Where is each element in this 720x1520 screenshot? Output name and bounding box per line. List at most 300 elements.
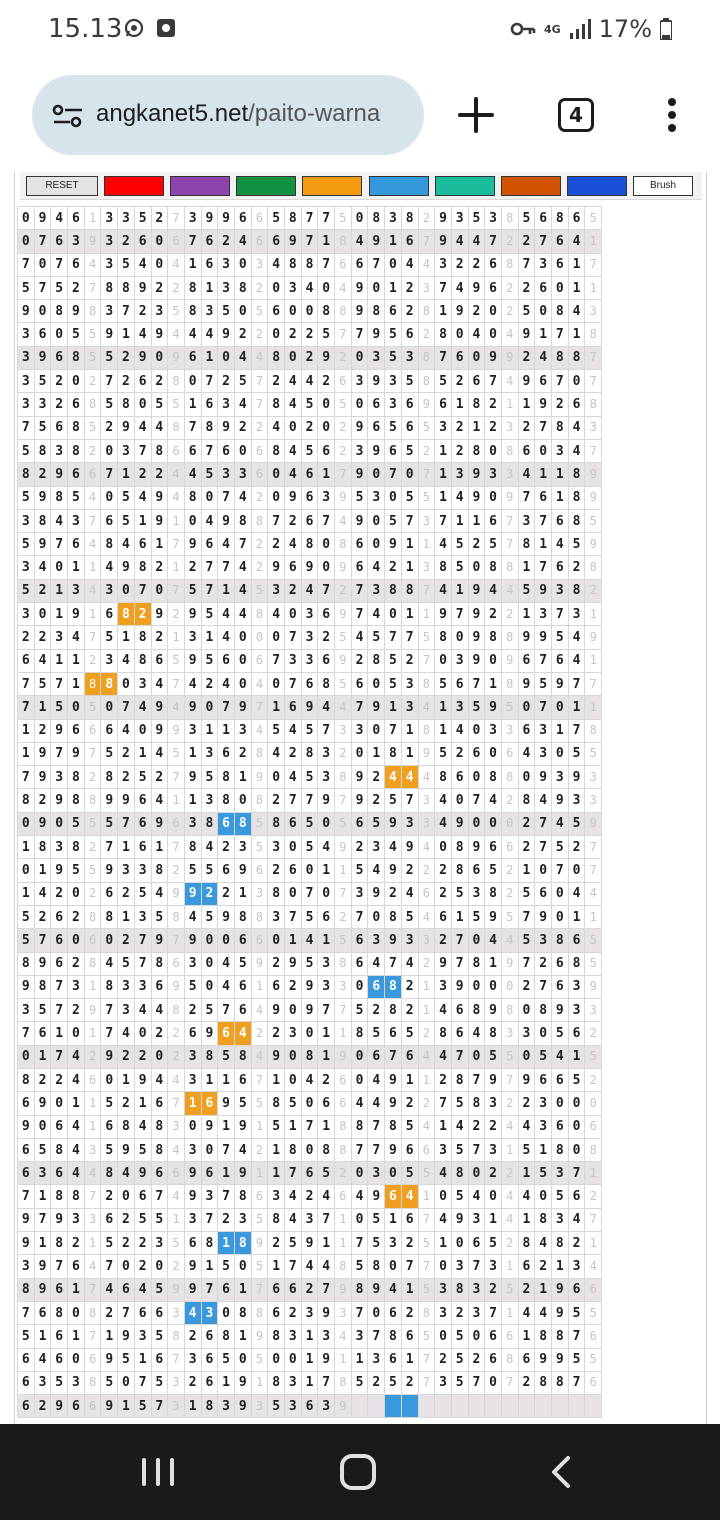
- digit-cell[interactable]: 6: [51, 1162, 68, 1185]
- digit-cell[interactable]: 6: [535, 207, 552, 230]
- digit-cell[interactable]: 6: [451, 672, 468, 695]
- digit-cell[interactable]: 0: [451, 1232, 468, 1255]
- digit-cell[interactable]: 6: [401, 1138, 418, 1161]
- separator-cell[interactable]: 2: [251, 533, 268, 556]
- digit-cell[interactable]: 3: [535, 719, 552, 742]
- separator-cell[interactable]: 2: [168, 1022, 185, 1045]
- digit-cell[interactable]: 3: [18, 393, 35, 416]
- digit-cell[interactable]: 6: [218, 742, 235, 765]
- separator-cell[interactable]: 4: [251, 1045, 268, 1068]
- digit-cell[interactable]: 3: [351, 719, 368, 742]
- digit-cell[interactable]: 0: [535, 300, 552, 323]
- digit-cell[interactable]: 6: [201, 1371, 218, 1394]
- digit-cell[interactable]: 5: [351, 1371, 368, 1394]
- separator-cell[interactable]: 9: [335, 1395, 352, 1418]
- separator-cell[interactable]: 9: [251, 1232, 268, 1255]
- digit-cell[interactable]: 0: [351, 1208, 368, 1231]
- digit-cell[interactable]: 2: [134, 603, 151, 626]
- digit-cell[interactable]: 7: [385, 626, 402, 649]
- digit-cell[interactable]: 9: [151, 929, 168, 952]
- digit-cell[interactable]: 5: [351, 1255, 368, 1278]
- digit-cell[interactable]: 9: [101, 859, 118, 882]
- separator-cell[interactable]: 3: [501, 1022, 518, 1045]
- digit-cell[interactable]: 1: [435, 486, 452, 509]
- digit-cell[interactable]: 8: [468, 952, 485, 975]
- digit-cell[interactable]: 0: [118, 672, 135, 695]
- digit-cell[interactable]: 1: [518, 393, 535, 416]
- separator-cell[interactable]: 8: [335, 230, 352, 253]
- digit-cell[interactable]: 2: [68, 276, 85, 299]
- separator-cell[interactable]: 2: [84, 836, 101, 859]
- separator-cell[interactable]: 8: [168, 416, 185, 439]
- digit-cell[interactable]: 1: [301, 1325, 318, 1348]
- tab-switcher-button[interactable]: 4: [558, 98, 594, 132]
- separator-cell[interactable]: [501, 1395, 518, 1418]
- digit-cell[interactable]: 6: [268, 230, 285, 253]
- separator-cell[interactable]: 9: [251, 766, 268, 789]
- digit-cell[interactable]: 8: [385, 905, 402, 928]
- digit-cell[interactable]: 0: [68, 370, 85, 393]
- separator-cell[interactable]: 5: [84, 323, 101, 346]
- digit-cell[interactable]: 5: [34, 1138, 51, 1161]
- digit-cell[interactable]: 2: [285, 509, 302, 532]
- digit-cell[interactable]: 7: [218, 486, 235, 509]
- digit-cell[interactable]: 1: [184, 1395, 201, 1418]
- digit-cell[interactable]: 0: [552, 1092, 569, 1115]
- digit-cell[interactable]: 6: [34, 1022, 51, 1045]
- digit-cell[interactable]: 3: [68, 230, 85, 253]
- digit-cell[interactable]: 0: [201, 696, 218, 719]
- digit-cell[interactable]: 6: [68, 1255, 85, 1278]
- separator-cell[interactable]: 6: [168, 1162, 185, 1185]
- digit-cell[interactable]: 7: [184, 416, 201, 439]
- digit-cell[interactable]: 9: [285, 230, 302, 253]
- digit-cell[interactable]: 6: [201, 253, 218, 276]
- digit-cell[interactable]: 7: [285, 672, 302, 695]
- digit-cell[interactable]: 1: [485, 672, 502, 695]
- digit-cell[interactable]: 2: [101, 1185, 118, 1208]
- digit-cell[interactable]: 4: [268, 742, 285, 765]
- separator-cell[interactable]: 5: [251, 579, 268, 602]
- separator-cell[interactable]: 7: [168, 579, 185, 602]
- separator-cell[interactable]: 8: [168, 999, 185, 1022]
- separator-cell[interactable]: 9: [585, 463, 602, 486]
- separator-cell[interactable]: 5: [335, 626, 352, 649]
- digit-cell[interactable]: 1: [184, 789, 201, 812]
- separator-cell[interactable]: 5: [585, 1301, 602, 1324]
- digit-cell[interactable]: 6: [535, 276, 552, 299]
- digit-cell[interactable]: 5: [385, 509, 402, 532]
- digit-cell[interactable]: 3: [318, 952, 335, 975]
- digit-cell[interactable]: 7: [134, 929, 151, 952]
- digit-cell[interactable]: 5: [34, 416, 51, 439]
- digit-cell[interactable]: 2: [268, 1022, 285, 1045]
- digit-cell[interactable]: 6: [184, 1232, 201, 1255]
- digit-cell[interactable]: 0: [234, 649, 251, 672]
- digit-cell[interactable]: 7: [218, 1138, 235, 1161]
- digit-cell[interactable]: 6: [518, 719, 535, 742]
- digit-cell[interactable]: 1: [318, 929, 335, 952]
- digit-cell[interactable]: 7: [134, 439, 151, 462]
- digit-cell[interactable]: 7: [368, 1115, 385, 1138]
- digit-cell[interactable]: 2: [368, 999, 385, 1022]
- digit-cell[interactable]: 4: [518, 1301, 535, 1324]
- digit-cell[interactable]: 4: [318, 1185, 335, 1208]
- separator-cell[interactable]: 5: [418, 1232, 435, 1255]
- digit-cell[interactable]: 2: [268, 952, 285, 975]
- digit-cell[interactable]: 9: [151, 696, 168, 719]
- separator-cell[interactable]: 6: [251, 230, 268, 253]
- digit-cell[interactable]: 6: [101, 1208, 118, 1231]
- digit-cell[interactable]: 9: [351, 416, 368, 439]
- digit-cell[interactable]: 6: [385, 1185, 402, 1208]
- digit-cell[interactable]: 9: [285, 952, 302, 975]
- digit-cell[interactable]: 4: [368, 1092, 385, 1115]
- separator-cell[interactable]: 3: [168, 1371, 185, 1394]
- digit-cell[interactable]: 1: [234, 1325, 251, 1348]
- digit-cell[interactable]: 2: [568, 1232, 585, 1255]
- digit-cell[interactable]: 0: [552, 276, 569, 299]
- digit-cell[interactable]: 5: [101, 1371, 118, 1394]
- digit-cell[interactable]: 6: [134, 533, 151, 556]
- digit-cell[interactable]: 0: [435, 1185, 452, 1208]
- digit-cell[interactable]: 9: [468, 463, 485, 486]
- digit-cell[interactable]: 0: [568, 370, 585, 393]
- digit-cell[interactable]: 5: [368, 812, 385, 835]
- digit-cell[interactable]: 3: [101, 253, 118, 276]
- separator-cell[interactable]: 2: [251, 1022, 268, 1045]
- digit-cell[interactable]: 6: [451, 766, 468, 789]
- separator-cell[interactable]: 6: [585, 1278, 602, 1301]
- separator-cell[interactable]: 1: [418, 1068, 435, 1091]
- digit-cell[interactable]: 4: [368, 1068, 385, 1091]
- separator-cell[interactable]: 7: [251, 1068, 268, 1091]
- digit-cell[interactable]: 7: [351, 579, 368, 602]
- digit-cell[interactable]: 4: [34, 882, 51, 905]
- digit-cell[interactable]: 9: [101, 1395, 118, 1418]
- digit-cell[interactable]: 6: [201, 1162, 218, 1185]
- digit-cell[interactable]: 8: [435, 556, 452, 579]
- digit-cell[interactable]: 0: [68, 929, 85, 952]
- digit-cell[interactable]: 5: [34, 999, 51, 1022]
- digit-cell[interactable]: 4: [34, 649, 51, 672]
- digit-cell[interactable]: 6: [218, 859, 235, 882]
- digit-cell[interactable]: 2: [285, 742, 302, 765]
- digit-cell[interactable]: 4: [201, 836, 218, 859]
- digit-cell[interactable]: 0: [368, 719, 385, 742]
- digit-cell[interactable]: 9: [518, 1068, 535, 1091]
- digit-cell[interactable]: 6: [535, 1068, 552, 1091]
- separator-cell[interactable]: 4: [168, 463, 185, 486]
- digit-cell[interactable]: 4: [101, 1278, 118, 1301]
- digit-cell[interactable]: 3: [285, 1022, 302, 1045]
- digit-cell[interactable]: 2: [518, 416, 535, 439]
- digit-cell[interactable]: 2: [151, 370, 168, 393]
- separator-cell[interactable]: 6: [418, 1138, 435, 1161]
- digit-cell[interactable]: 8: [368, 1255, 385, 1278]
- digit-cell[interactable]: 8: [118, 393, 135, 416]
- digit-cell[interactable]: 6: [485, 276, 502, 299]
- digit-cell[interactable]: 4: [285, 719, 302, 742]
- separator-cell[interactable]: 4: [585, 1255, 602, 1278]
- digit-cell[interactable]: 8: [18, 463, 35, 486]
- digit-cell[interactable]: 1: [18, 882, 35, 905]
- digit-cell[interactable]: 2: [118, 882, 135, 905]
- digit-cell[interactable]: 2: [101, 1301, 118, 1324]
- digit-cell[interactable]: [518, 1395, 535, 1418]
- color-swatch-red[interactable]: [104, 176, 164, 196]
- digit-cell[interactable]: 1: [118, 626, 135, 649]
- digit-cell[interactable]: 9: [184, 696, 201, 719]
- digit-cell[interactable]: 7: [234, 533, 251, 556]
- digit-cell[interactable]: 4: [435, 999, 452, 1022]
- digit-cell[interactable]: 3: [535, 1092, 552, 1115]
- digit-cell[interactable]: 0: [518, 999, 535, 1022]
- separator-cell[interactable]: 8: [501, 1348, 518, 1371]
- separator-cell[interactable]: 5: [501, 696, 518, 719]
- digit-cell[interactable]: 8: [234, 276, 251, 299]
- separator-cell[interactable]: 1: [418, 1185, 435, 1208]
- separator-cell[interactable]: 4: [84, 579, 101, 602]
- digit-cell[interactable]: 9: [368, 1278, 385, 1301]
- digit-cell[interactable]: 5: [134, 1208, 151, 1231]
- digit-cell[interactable]: [485, 1395, 502, 1418]
- separator-cell[interactable]: 8: [335, 1371, 352, 1394]
- digit-cell[interactable]: 1: [218, 1068, 235, 1091]
- separator-cell[interactable]: 6: [251, 439, 268, 462]
- digit-cell[interactable]: [401, 1395, 418, 1418]
- digit-cell[interactable]: 9: [485, 905, 502, 928]
- digit-cell[interactable]: 0: [268, 1348, 285, 1371]
- digit-cell[interactable]: 1: [51, 1022, 68, 1045]
- separator-cell[interactable]: 1: [585, 1162, 602, 1185]
- digit-cell[interactable]: 8: [568, 952, 585, 975]
- digit-cell[interactable]: 2: [451, 1301, 468, 1324]
- digit-cell[interactable]: 2: [468, 1348, 485, 1371]
- digit-cell[interactable]: 7: [118, 812, 135, 835]
- separator-cell[interactable]: 6: [84, 1348, 101, 1371]
- digit-cell[interactable]: 7: [201, 439, 218, 462]
- digit-cell[interactable]: 5: [318, 323, 335, 346]
- digit-cell[interactable]: 6: [552, 1068, 569, 1091]
- digit-cell[interactable]: 9: [151, 486, 168, 509]
- digit-cell[interactable]: 6: [134, 812, 151, 835]
- digit-cell[interactable]: 1: [218, 1232, 235, 1255]
- separator-cell[interactable]: 7: [585, 253, 602, 276]
- separator-cell[interactable]: 2: [585, 1022, 602, 1045]
- digit-cell[interactable]: 8: [268, 1092, 285, 1115]
- separator-cell[interactable]: 8: [585, 1138, 602, 1161]
- digit-cell[interactable]: 3: [385, 370, 402, 393]
- digit-cell[interactable]: 5: [184, 859, 201, 882]
- digit-cell[interactable]: 6: [268, 1278, 285, 1301]
- digit-cell[interactable]: 2: [118, 929, 135, 952]
- digit-cell[interactable]: 0: [385, 603, 402, 626]
- digit-cell[interactable]: 7: [535, 696, 552, 719]
- digit-cell[interactable]: 6: [151, 975, 168, 998]
- digit-cell[interactable]: 8: [518, 533, 535, 556]
- digit-cell[interactable]: 1: [51, 603, 68, 626]
- digit-cell[interactable]: 2: [234, 742, 251, 765]
- separator-cell[interactable]: 6: [84, 929, 101, 952]
- digit-cell[interactable]: 4: [34, 1348, 51, 1371]
- digit-cell[interactable]: 0: [468, 766, 485, 789]
- digit-cell[interactable]: 7: [301, 882, 318, 905]
- digit-cell[interactable]: 6: [318, 603, 335, 626]
- digit-cell[interactable]: 2: [451, 370, 468, 393]
- separator-cell[interactable]: 8: [585, 323, 602, 346]
- digit-cell[interactable]: 1: [535, 323, 552, 346]
- digit-cell[interactable]: 4: [118, 1162, 135, 1185]
- digit-cell[interactable]: 5: [268, 719, 285, 742]
- separator-cell[interactable]: 3: [418, 556, 435, 579]
- separator-cell[interactable]: 7: [418, 1208, 435, 1231]
- digit-cell[interactable]: 2: [118, 346, 135, 369]
- digit-cell[interactable]: 3: [385, 207, 402, 230]
- digit-cell[interactable]: 6: [218, 439, 235, 462]
- separator-cell[interactable]: 3: [251, 882, 268, 905]
- digit-cell[interactable]: 9: [535, 579, 552, 602]
- digit-cell[interactable]: 2: [134, 1255, 151, 1278]
- digit-cell[interactable]: 8: [268, 882, 285, 905]
- digit-cell[interactable]: 9: [535, 1348, 552, 1371]
- digit-cell[interactable]: 0: [468, 975, 485, 998]
- digit-cell[interactable]: 6: [385, 439, 402, 462]
- digit-cell[interactable]: 6: [18, 1162, 35, 1185]
- digit-cell[interactable]: 3: [318, 486, 335, 509]
- digit-cell[interactable]: 4: [68, 1162, 85, 1185]
- digit-cell[interactable]: 8: [134, 649, 151, 672]
- digit-cell[interactable]: 9: [535, 766, 552, 789]
- digit-cell[interactable]: 0: [435, 836, 452, 859]
- digit-cell[interactable]: 0: [401, 463, 418, 486]
- digit-cell[interactable]: 6: [51, 346, 68, 369]
- digit-cell[interactable]: 5: [568, 742, 585, 765]
- digit-cell[interactable]: 7: [518, 486, 535, 509]
- digit-cell[interactable]: 1: [268, 1255, 285, 1278]
- digit-cell[interactable]: 0: [568, 859, 585, 882]
- digit-cell[interactable]: 3: [18, 999, 35, 1022]
- separator-cell[interactable]: 4: [335, 276, 352, 299]
- digit-cell[interactable]: 1: [285, 929, 302, 952]
- digit-cell[interactable]: 1: [485, 1208, 502, 1231]
- separator-cell[interactable]: 0: [501, 812, 518, 835]
- digit-cell[interactable]: 7: [318, 1371, 335, 1394]
- digit-cell[interactable]: 9: [118, 556, 135, 579]
- digit-cell[interactable]: 0: [234, 1348, 251, 1371]
- digit-cell[interactable]: 2: [451, 253, 468, 276]
- digit-cell[interactable]: 1: [151, 836, 168, 859]
- digit-cell[interactable]: 8: [118, 276, 135, 299]
- digit-cell[interactable]: 4: [368, 952, 385, 975]
- digit-cell[interactable]: 8: [468, 1092, 485, 1115]
- digit-cell[interactable]: 6: [68, 719, 85, 742]
- digit-cell[interactable]: 1: [435, 719, 452, 742]
- digit-cell[interactable]: 4: [568, 230, 585, 253]
- digit-cell[interactable]: 9: [234, 1115, 251, 1138]
- separator-cell[interactable]: 8: [501, 626, 518, 649]
- digit-cell[interactable]: 3: [568, 999, 585, 1022]
- digit-cell[interactable]: 8: [351, 1022, 368, 1045]
- digit-cell[interactable]: 7: [468, 1255, 485, 1278]
- digit-cell[interactable]: 3: [451, 463, 468, 486]
- digit-cell[interactable]: 6: [134, 230, 151, 253]
- digit-cell[interactable]: 9: [351, 463, 368, 486]
- separator-cell[interactable]: 5: [251, 1255, 268, 1278]
- separator-cell[interactable]: 5: [168, 393, 185, 416]
- digit-cell[interactable]: 9: [468, 836, 485, 859]
- digit-cell[interactable]: 4: [401, 1185, 418, 1208]
- digit-cell[interactable]: 8: [385, 999, 402, 1022]
- digit-cell[interactable]: 3: [568, 603, 585, 626]
- digit-cell[interactable]: 8: [385, 1115, 402, 1138]
- separator-cell[interactable]: 4: [585, 882, 602, 905]
- digit-cell[interactable]: 7: [552, 323, 569, 346]
- digit-cell[interactable]: 3: [351, 439, 368, 462]
- digit-cell[interactable]: 8: [118, 603, 135, 626]
- separator-cell[interactable]: 1: [418, 533, 435, 556]
- digit-cell[interactable]: 4: [151, 882, 168, 905]
- digit-cell[interactable]: 5: [201, 999, 218, 1022]
- digit-cell[interactable]: 1: [201, 346, 218, 369]
- digit-cell[interactable]: 7: [451, 952, 468, 975]
- digit-cell[interactable]: 9: [51, 463, 68, 486]
- digit-cell[interactable]: 2: [351, 649, 368, 672]
- separator-cell[interactable]: 7: [418, 649, 435, 672]
- digit-cell[interactable]: 9: [468, 626, 485, 649]
- digit-cell[interactable]: 0: [118, 579, 135, 602]
- digit-cell[interactable]: 3: [368, 929, 385, 952]
- separator-cell[interactable]: 7: [84, 626, 101, 649]
- digit-cell[interactable]: 3: [101, 207, 118, 230]
- separator-cell[interactable]: 2: [501, 789, 518, 812]
- digit-cell[interactable]: 0: [234, 253, 251, 276]
- digit-cell[interactable]: 4: [101, 556, 118, 579]
- digit-cell[interactable]: 9: [51, 859, 68, 882]
- digit-cell[interactable]: 7: [351, 1301, 368, 1324]
- digit-cell[interactable]: 3: [318, 1325, 335, 1348]
- digit-cell[interactable]: 9: [435, 207, 452, 230]
- digit-cell[interactable]: 3: [435, 1301, 452, 1324]
- digit-cell[interactable]: 6: [68, 463, 85, 486]
- digit-cell[interactable]: 2: [218, 230, 235, 253]
- digit-cell[interactable]: 1: [385, 276, 402, 299]
- separator-cell[interactable]: 9: [418, 393, 435, 416]
- digit-cell[interactable]: 2: [68, 905, 85, 928]
- digit-cell[interactable]: 5: [468, 905, 485, 928]
- digit-cell[interactable]: 5: [535, 1045, 552, 1068]
- digit-cell[interactable]: 3: [401, 672, 418, 695]
- separator-cell[interactable]: 5: [585, 509, 602, 532]
- digit-cell[interactable]: 4: [301, 276, 318, 299]
- separator-cell[interactable]: 7: [585, 439, 602, 462]
- digit-cell[interactable]: 4: [468, 230, 485, 253]
- separator-cell[interactable]: 8: [335, 1255, 352, 1278]
- separator-cell[interactable]: 8: [84, 672, 101, 695]
- digit-cell[interactable]: 8: [101, 766, 118, 789]
- digit-cell[interactable]: 8: [234, 812, 251, 835]
- digit-cell[interactable]: 4: [451, 230, 468, 253]
- separator-cell[interactable]: 6: [251, 207, 268, 230]
- separator-cell[interactable]: 0: [585, 1092, 602, 1115]
- digit-cell[interactable]: 8: [151, 1138, 168, 1161]
- separator-cell[interactable]: 9: [84, 230, 101, 253]
- digit-cell[interactable]: 5: [201, 463, 218, 486]
- digit-cell[interactable]: 9: [134, 346, 151, 369]
- digit-cell[interactable]: 4: [118, 533, 135, 556]
- digit-cell[interactable]: 8: [134, 626, 151, 649]
- separator-cell[interactable]: 9: [251, 952, 268, 975]
